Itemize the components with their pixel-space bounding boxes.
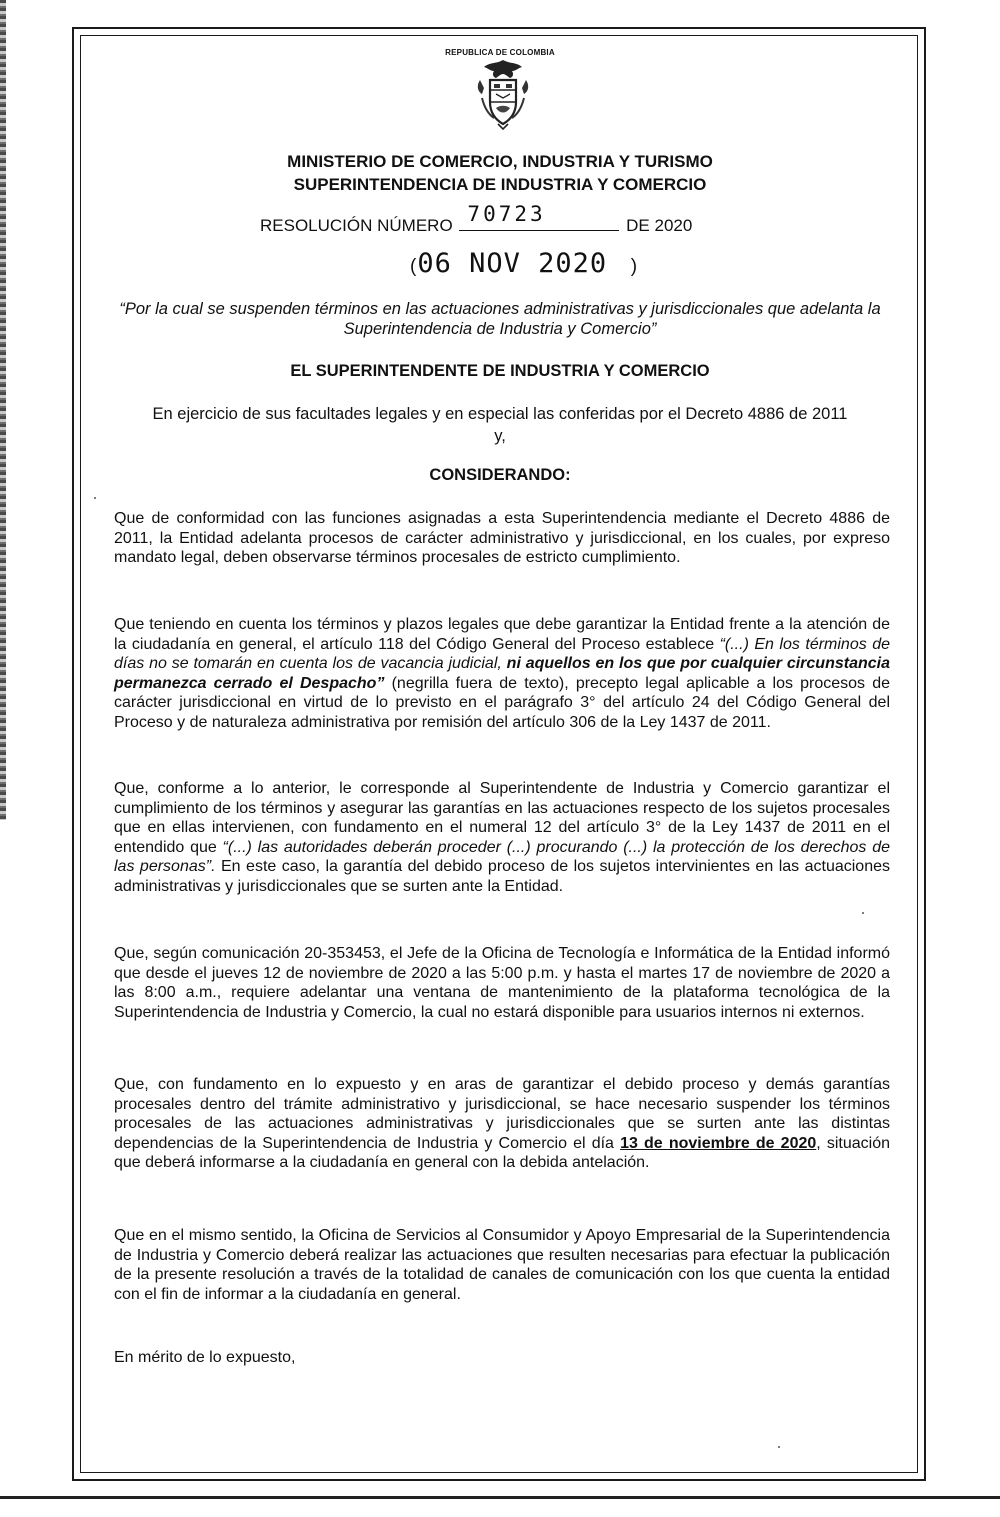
date-year: 2020 — [538, 248, 608, 279]
date-day: 06 — [417, 248, 452, 279]
closing-line: En mérito de lo expuesto, — [114, 1349, 296, 1366]
quote-bold: ni aquellos en los que por cualquier circunstancia permanezca cerrado el Despacho” — [114, 655, 890, 692]
quote-italic: “(...) En los términos de días no se tomarán en cuenta los de vacancia judicial, — [114, 635, 890, 672]
resolution-year: DE 2020 — [626, 216, 693, 235]
scan-speck — [862, 912, 864, 914]
paragraph-3: Que, conforme a lo anterior, le corresponde al Superintendente de Industria y Comercio garantizar el cumplimiento de los términos y asegurar las garantías en las actuaciones respecto de los sujetos procesales que en ellas intervienen, con fundamento en el numeral 12 del artículo 3° de la Ley 1437 de 2011 en el entendido que “(...) las autoridades deberán proceder (...) procurando (...) la protección de los derechos de las personas”. En este caso, la garantía del debido proceso de los sujetos intervinientes en las actuaciones administrativas y jurisdiccionales que se surten ante la Entidad. — [114, 780, 891, 895]
powers-conjunction: y, — [494, 427, 506, 445]
paragraph-6: Que en el mismo sentido, la Oficina de Servicios al Consumidor y Apoyo Empresarial de la Superintendencia de Industria y Comercio deberá realizar las actuaciones que resulten necesarias para efectuar la publicación de la presente resolución a través de la totalidad de canales de comunicación con los que cuenta la entidad con el fin de informar a la ciudadanía en general. — [114, 1227, 890, 1303]
resolution-subject: “Por la cual se suspenden términos en las actuaciones administrativas y jurisdiccionales que adelanta la Superintendencia de Industria y Comercio” — [119, 300, 881, 338]
scan-speck — [778, 1446, 780, 1448]
resolution-number: 70723 — [467, 202, 546, 226]
considerando-heading: CONSIDERANDO: — [429, 466, 571, 484]
powers-statement: En ejercicio de sus facultades legales y en especial las conferidas por el Decreto 4886 de 2011 — [152, 405, 848, 423]
ministry-title: MINISTERIO DE COMERCIO, INDUSTRIA Y TURISMO — [287, 152, 713, 171]
quote-art3: “(...) las autoridades deberán proceder (...) procurando (...) la protección de los derechos de las personas”. — [114, 838, 890, 875]
scan-edge-artifact — [0, 0, 6, 820]
paragraph-1: Que de conformidad con las funciones asignadas a esta Superintendencia mediante el Decreto 4886 de 2011, la Entidad adelanta procesos de carácter administrativo y jurisdiccional, en los cuales, por expreso mandato legal, deben observarse términos procesales de estricto cumplimiento. — [114, 510, 890, 566]
republic-label: REPUBLICA DE COLOMBIA — [445, 48, 555, 57]
issuer-heading: EL SUPERINTENDENTE DE INDUSTRIA Y COMERCIO — [290, 362, 710, 380]
superintendency-title: SUPERINTENDENCIA DE INDUSTRIA Y COMERCIO — [293, 175, 707, 194]
paragraph-4: Que, según comunicación 20-353453, el Jefe de la Oficina de Tecnología e Informática de la Entidad informó que desde el jueves 12 de noviembre de 2020 a las 5:00 p.m. y hasta el martes 17 de noviembre de 2020 a las 8:00 a.m., requiere adelantar una ventana de mantenimiento de la plataforma tecnológica de la Superintendencia de Industria y Comercio, la cual no estará disponible para usuarios internos ni externos. — [114, 945, 890, 1021]
resolution-label: RESOLUCIÓN NÚMERO — [260, 216, 453, 235]
resolution-number-blank — [459, 202, 619, 231]
coat-of-arms-icon — [472, 58, 534, 130]
date-month: NOV — [469, 248, 521, 279]
paragraph-5: Que, con fundamento en lo expuesto y en aras de garantizar el debido proceso y demás garantías procesales dentro del trámite administrativo y jurisdiccional, se hace necesario suspender los términos procesales de las actuaciones administrativas y jurisdiccionales que se surten ante las distintas dependencias de la Superintendencia de Industria y Comercio el día 13 de noviembre de 2020, situación que deberá informarse a la ciudadanía en general con la debida antelación. — [114, 1076, 890, 1171]
resolution-date-stamp: (06 NOV 2020 ) — [410, 248, 639, 279]
paragraph-2: Que teniendo en cuenta los términos y plazos legales que debe garantizar la Entidad frente a la atención de la ciudadanía en general, el artículo 118 del Código General del Proceso establece “(...) En los términos de días no se tomarán en cuenta los de vacancia judicial, ni aquellos en los que por cualquier circunstancia permanezca cerrado el Despacho” (negrilla fuera de texto), precepto legal aplicable a los procesos de carácter jurisdiccional en virtud de lo previsto en el parágrafo 3° del artículo 24 del Código General del Proceso y de naturaleza administrativa por remisión del artículo 306 de la Ley 1437 de 2011. — [114, 616, 890, 731]
scan-speck — [94, 497, 96, 499]
suspension-date: 13 de noviembre de 2020 — [620, 1134, 817, 1152]
resolution-number-line — [260, 202, 693, 236]
bottom-scan-line — [0, 1496, 1000, 1499]
